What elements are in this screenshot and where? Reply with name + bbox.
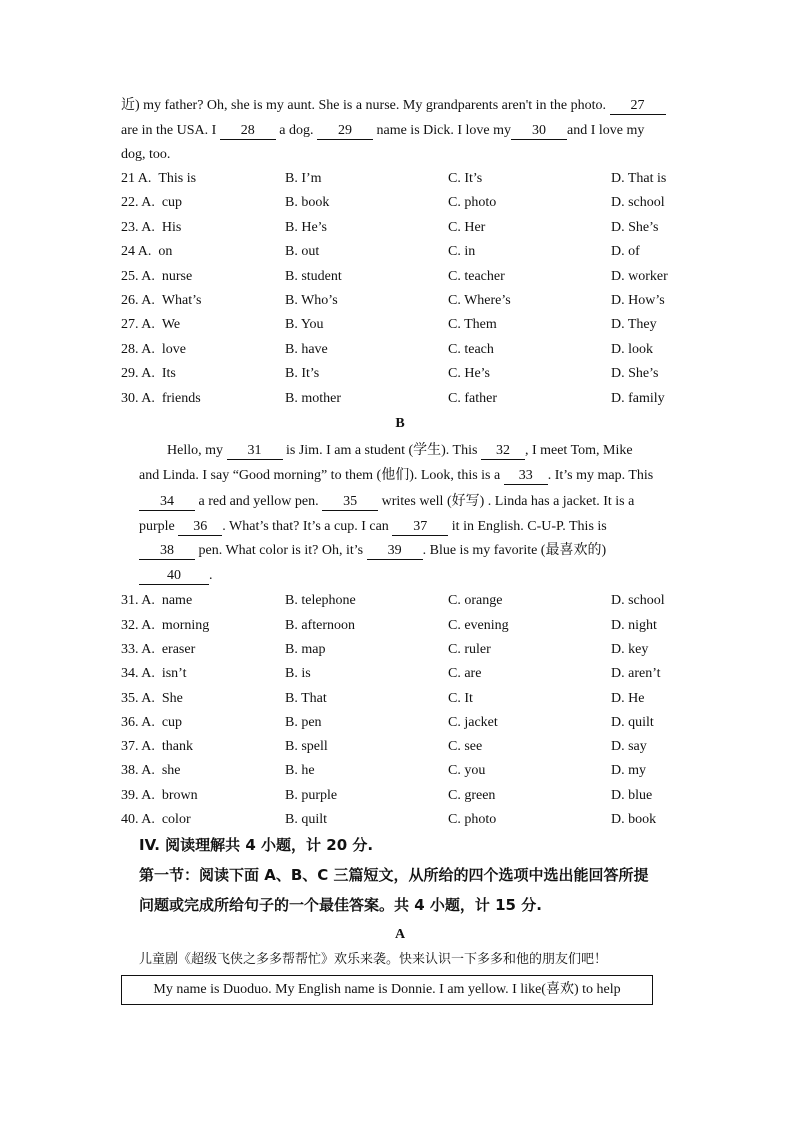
section-iv-title: IV. 阅读理解共 4 小题，计 20 分.: [139, 836, 374, 854]
option-c: C. teacher: [448, 269, 505, 284]
option-c: C. photo: [448, 195, 497, 210]
option-a: 23. A. His: [121, 220, 182, 235]
option-d: D. That is: [611, 171, 667, 186]
option-d: D. look: [611, 342, 653, 357]
option-a: 25. A. nurse: [121, 269, 193, 284]
option-c: C. orange: [448, 593, 503, 608]
option-b: B. student: [285, 269, 342, 284]
blank-35: 35: [322, 494, 378, 511]
option-d: D. school: [611, 593, 665, 608]
option-b: B. map: [285, 642, 326, 657]
reading-a-heading: A: [394, 927, 406, 942]
option-a: 31. A. name: [121, 593, 193, 608]
option-c: C. Where’s: [448, 293, 511, 308]
passage-text: and I love my: [567, 123, 645, 138]
blank-32: 32: [481, 443, 525, 460]
reading-a-intro: 儿童剧《超级飞侠之多多帮帮忙》欢乐来袭。快来认识一下多多和他的朋友们吧！: [139, 952, 608, 967]
option-c: C. evening: [448, 618, 509, 633]
option-c: C. ruler: [448, 642, 491, 657]
blank-40: 40: [139, 568, 209, 585]
option-b: B. is: [285, 666, 311, 681]
option-b: B. He’s: [285, 220, 327, 235]
option-c: C. It: [448, 691, 473, 706]
option-d: D. How’s: [611, 293, 665, 308]
option-a: 21 A. This is: [121, 171, 197, 186]
passage-text: a dog.: [275, 123, 317, 138]
option-a: 29. A. Its: [121, 366, 176, 381]
passage-a-line-1: [121, 97, 666, 115]
passage-text: are in the USA. I: [121, 123, 220, 138]
reading-a-text-box: [121, 975, 653, 1005]
option-c: C. you: [448, 763, 486, 778]
option-a: 37. A. thank: [121, 739, 193, 754]
blank-29: 29: [317, 123, 373, 140]
option-d: D. of: [611, 244, 640, 259]
blank-27: 27: [610, 98, 666, 115]
option-c: C. green: [448, 788, 496, 803]
option-d: D. book: [611, 812, 657, 827]
blank-36: 36: [178, 519, 222, 536]
option-d: D. key: [611, 642, 649, 657]
blank-34: 34: [139, 494, 195, 511]
option-c: C. are: [448, 666, 482, 681]
passage-a-line-2: [121, 122, 644, 140]
option-a: 34. A. isn’t: [121, 666, 187, 681]
blank-39: 39: [367, 543, 423, 560]
reading-a-box-text: My name is Duoduo. My English name is Donnie. I am yellow. I like(喜欢) to help: [153, 982, 621, 997]
option-a: 35. A. She: [121, 691, 183, 706]
option-d: D. She’s: [611, 220, 659, 235]
passage-b-line-5: 38 pen. What color is it? Oh, it’s 39 . Blue is my favorite (最喜欢的): [139, 542, 606, 560]
option-d: D. my: [611, 763, 646, 778]
passage-text: dog, too.: [121, 147, 171, 162]
option-c: C. teach: [448, 342, 494, 357]
option-d: D. school: [611, 195, 665, 210]
blank-33: 33: [504, 468, 548, 485]
option-d: D. She’s: [611, 366, 659, 381]
option-a: 28. A. love: [121, 342, 186, 357]
passage-b-line-3: 34 a red and yellow pen. 35 writes well (好写) . Linda has a jacket. It is a: [139, 493, 634, 511]
option-b: B. have: [285, 342, 328, 357]
option-b: B. telephone: [285, 593, 356, 608]
passage-b-line-4: purple 36 . What’s that? It’s a cup. I can 37 it in English. C-U-P. This is: [139, 519, 607, 534]
section-b-heading: B: [395, 416, 405, 431]
blank-28: 28: [220, 123, 276, 140]
option-c: C. Her: [448, 220, 486, 235]
option-b: B. Who’s: [285, 293, 338, 308]
option-a: 36. A. cup: [121, 715, 183, 730]
option-c: C. photo: [448, 812, 497, 827]
blank-38: 38: [139, 543, 195, 560]
option-a: 30. A. friends: [121, 391, 201, 406]
option-a: 32. A. morning: [121, 618, 210, 633]
option-a: 33. A. eraser: [121, 642, 196, 657]
passage-text: name is Dick. I love my: [372, 123, 512, 138]
option-a: 26. A. What’s: [121, 293, 202, 308]
passage-b-line-6: 40 .: [139, 567, 213, 585]
option-a: 38. A. she: [121, 763, 181, 778]
option-c: C. He’s: [448, 366, 490, 381]
option-d: D. He: [611, 691, 645, 706]
option-d: D. family: [611, 391, 665, 406]
passage-text: 近) my father? Oh, she is my aunt. She is a nurse. My grandparents aren't in the photo.: [121, 98, 610, 113]
passage-a-line-3: [121, 146, 170, 164]
option-d: D. quilt: [611, 715, 654, 730]
section-iv-instruction-line-1: 第一节：阅读下面 A、B、C 三篇短文，从所给的四个选项中选出能回答所提: [139, 866, 649, 884]
passage-b-line-2: and Linda. I say “Good morning” to them (他们). Look, this is a 33 . It’s my map. This: [139, 468, 654, 483]
option-d: D. night: [611, 618, 657, 633]
option-c: C. It’s: [448, 171, 483, 186]
passage-b-line-1: Hello, my 31 is Jim. I am a student (学生). This 32 , I meet Tom, Mike: [167, 443, 633, 458]
option-b: B. spell: [285, 739, 328, 754]
option-a: 40. A. color: [121, 812, 191, 827]
option-d: D. blue: [611, 788, 653, 803]
option-c: C. in: [448, 244, 476, 259]
option-b: B. quilt: [285, 812, 328, 827]
blank-31: 31: [227, 443, 283, 460]
option-c: C. jacket: [448, 715, 498, 730]
option-b: B. pen: [285, 715, 322, 730]
option-b: B. purple: [285, 788, 338, 803]
section-iv-instruction-line-2: 问题或完成所给句子的一个最佳答案。共 4 小题，计 15 分.: [139, 896, 542, 914]
option-a: 24 A. on: [121, 244, 173, 259]
option-d: D. aren’t: [611, 666, 661, 681]
option-b: B. book: [285, 195, 330, 210]
option-c: C. see: [448, 739, 483, 754]
option-d: D. They: [611, 317, 657, 332]
option-b: B. You: [285, 317, 324, 332]
option-b: B. I’m: [285, 171, 322, 186]
option-b: B. mother: [285, 391, 341, 406]
option-d: D. worker: [611, 269, 668, 284]
option-b: B. he: [285, 763, 315, 778]
option-c: C. father: [448, 391, 497, 406]
blank-30: 30: [511, 123, 567, 140]
option-b: B. afternoon: [285, 618, 355, 633]
blank-37: 37: [392, 519, 448, 536]
option-b: B. That: [285, 691, 327, 706]
option-d: D. say: [611, 739, 647, 754]
option-a: 27. A. We: [121, 317, 181, 332]
option-a: 39. A. brown: [121, 788, 198, 803]
option-b: B. It’s: [285, 366, 320, 381]
option-a: 22. A. cup: [121, 195, 183, 210]
option-b: B. out: [285, 244, 320, 259]
option-c: C. Them: [448, 317, 497, 332]
